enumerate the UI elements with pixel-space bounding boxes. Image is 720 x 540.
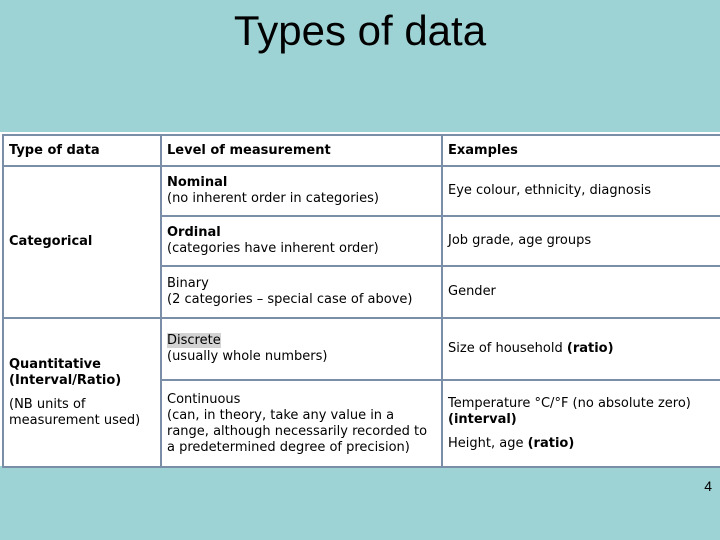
type-quantitative xyxy=(3,318,161,467)
level-continuous xyxy=(161,380,442,467)
header-examples: Examples xyxy=(442,135,720,166)
page-number: 4 xyxy=(704,478,712,494)
level-binary xyxy=(161,266,442,318)
level-discrete xyxy=(161,318,442,380)
level-nominal-desc: (no inherent order in categories) xyxy=(167,191,380,206)
level-continuous-desc-2: range, although necessarily recorded to xyxy=(167,423,428,439)
level-ordinal-desc: (categories have inherent order) xyxy=(167,241,379,256)
header-level-of-measurement: Level of measurement xyxy=(161,135,442,166)
level-nominal xyxy=(161,166,442,216)
level-ordinal xyxy=(161,216,442,266)
example-ordinal: Job grade, age groups xyxy=(442,216,720,266)
data-types-table xyxy=(2,134,720,468)
example-discrete xyxy=(442,318,720,380)
level-nominal-title: Nominal xyxy=(167,175,228,190)
table-row-nominal xyxy=(3,166,720,216)
header-type-of-data: Type of data xyxy=(3,135,161,166)
data-types-table-container xyxy=(0,132,720,466)
example-discrete-text: Size of household xyxy=(448,341,563,356)
example-continuous-2-tag: (ratio) xyxy=(527,435,575,451)
example-discrete-tag: (ratio) xyxy=(566,341,614,356)
level-discrete-desc: (usually whole numbers) xyxy=(167,349,328,364)
level-binary-desc: (2 categories – special case of above) xyxy=(167,292,413,307)
level-continuous-title: Continuous xyxy=(167,391,241,407)
type-quantitative-line2: (Interval/Ratio) xyxy=(9,372,122,388)
level-binary-title: Binary xyxy=(167,276,209,291)
table-row-discrete xyxy=(3,318,720,380)
example-binary: Gender xyxy=(442,266,720,318)
example-continuous-2: Height, age xyxy=(448,435,524,451)
example-continuous-1-tag: (interval) xyxy=(448,411,517,427)
level-continuous-desc-1: (can, in theory, take any value in a xyxy=(167,407,395,423)
example-continuous-1: Temperature °C/°F (no absolute zero) xyxy=(448,395,691,411)
type-categorical: Categorical xyxy=(3,166,161,318)
type-quantitative-note1: (NB units of xyxy=(9,396,86,412)
level-continuous-desc-3: a predetermined degree of precision) xyxy=(167,439,410,455)
example-nominal: Eye colour, ethnicity, diagnosis xyxy=(442,166,720,216)
example-continuous xyxy=(442,380,720,467)
type-quantitative-note2: measurement used) xyxy=(9,412,141,428)
level-discrete-title: Discrete xyxy=(167,333,221,348)
table-header-row xyxy=(3,135,720,166)
slide-title: Types of data xyxy=(233,7,487,54)
level-ordinal-title: Ordinal xyxy=(167,225,221,240)
type-quantitative-line1: Quantitative xyxy=(9,356,101,372)
